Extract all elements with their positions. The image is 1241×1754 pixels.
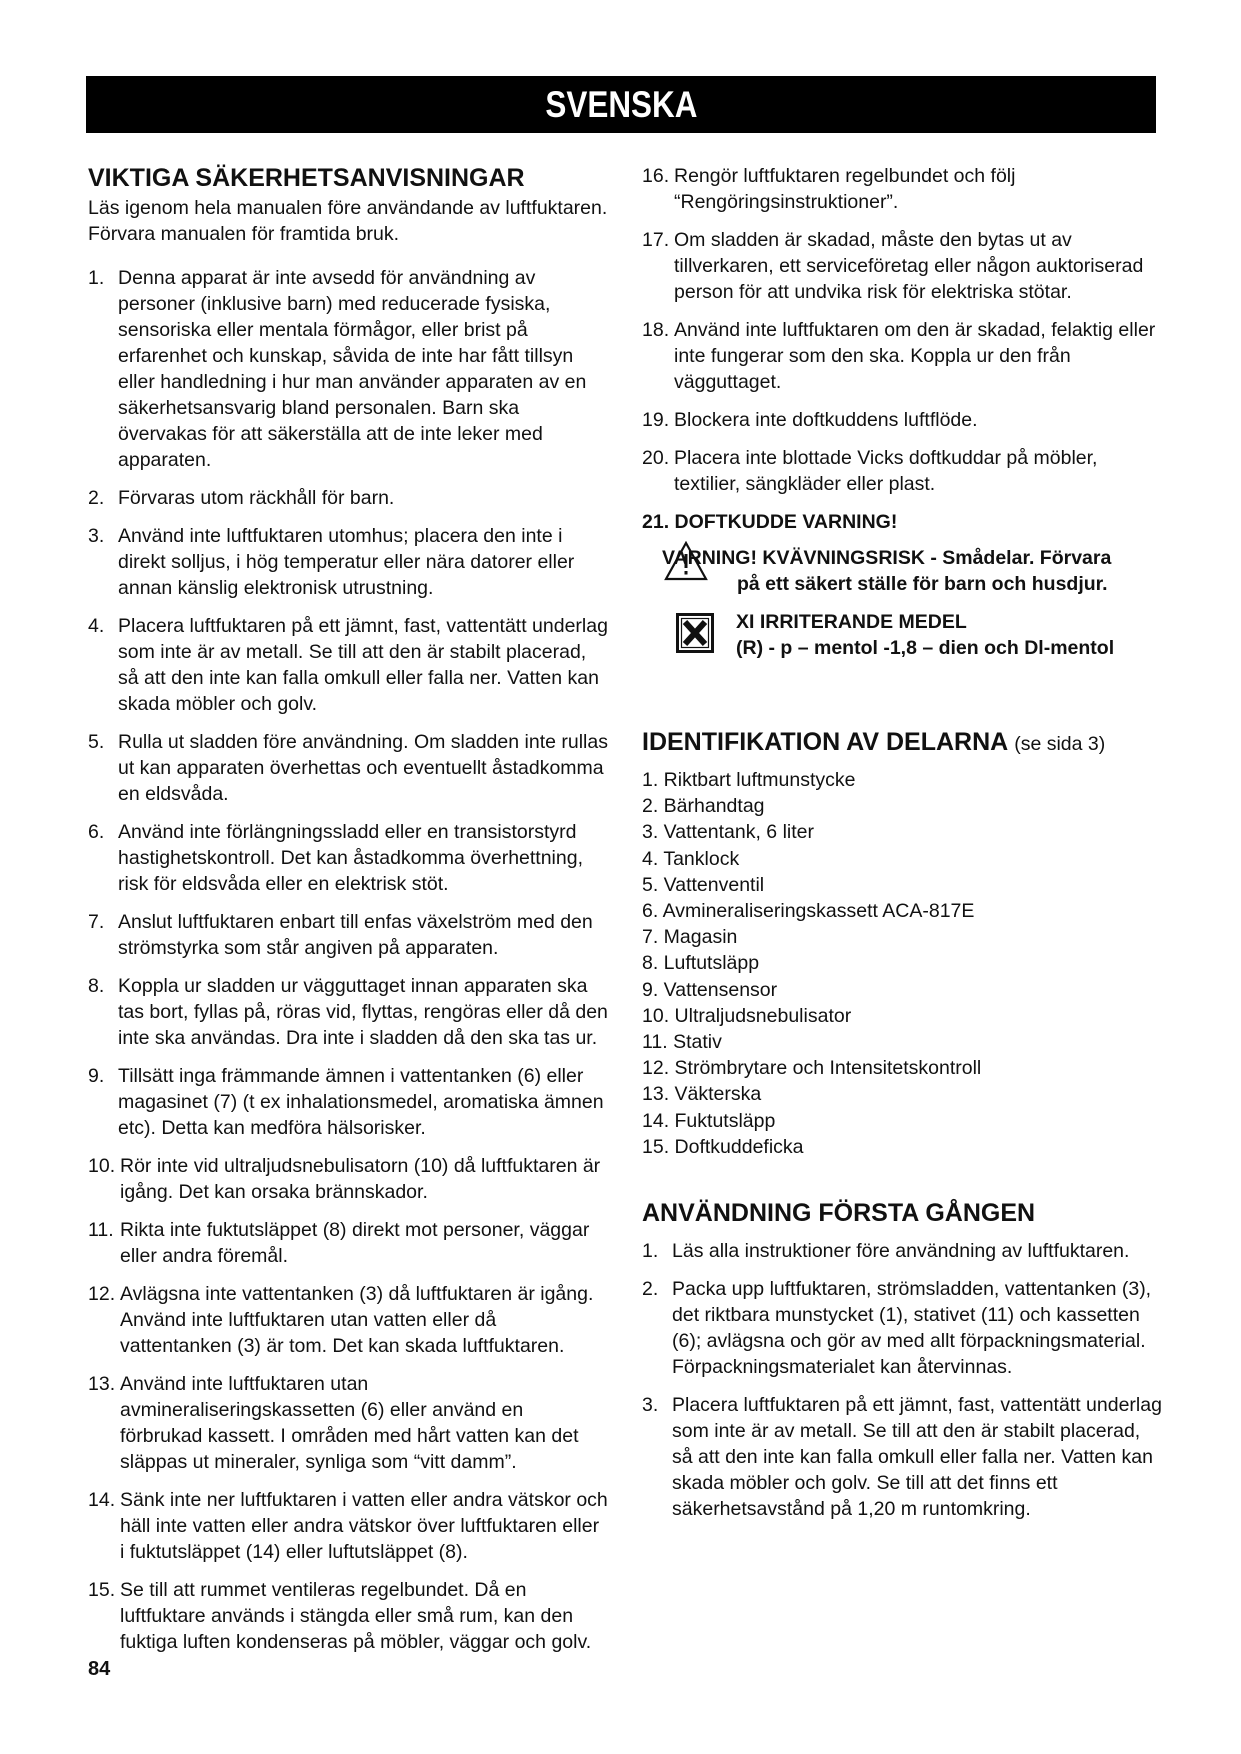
item-text: Använd inte förlängningssladd eller en transistorstyrd hastighetskontroll. Det kan åstadkomma överhettning, risk för eldsvåda eller en elektrisk stöt. bbox=[118, 821, 584, 895]
item-text: Rikta inte fuktutsläppet (8) direkt mot personer, väggar eller andra föremål. bbox=[120, 1219, 590, 1267]
irritant-warning-line-2: (R) - p – mentol -1,8 – dien och Dl-mentol bbox=[736, 637, 1115, 659]
list-item: 6. Avmineraliseringskassett ACA-817E bbox=[642, 900, 975, 923]
safety-list-part-2 bbox=[88, 1153, 608, 1655]
list-item: 12. Strömbrytare och Intensitetskontroll bbox=[642, 1057, 982, 1080]
item-text: Rör inte vid ultraljudsnebulisatorn (10) då luftfuktaren är igång. Det kan orsaka brännskador. bbox=[120, 1155, 601, 1203]
list-item bbox=[88, 973, 608, 1051]
intro-line-1: Läs igenom hela manualen före användande av luftfuktaren. bbox=[88, 197, 608, 219]
list-item: 3. Vattentank, 6 liter bbox=[642, 821, 814, 844]
list-item bbox=[88, 1217, 608, 1269]
list-item bbox=[642, 227, 1162, 305]
item-number: 11. bbox=[88, 1219, 114, 1241]
list-item bbox=[642, 445, 1162, 497]
list-item bbox=[88, 1371, 608, 1475]
safety-list-part-3 bbox=[642, 163, 1162, 497]
item-text: Placera luftfuktaren på ett jämnt, fast, vattentätt underlag som inte är av metall. Se till att den är stabilt placerad, så att den inte kan falla omkull eller falla ner. Vatten kan skada möbler och golv. Se till att det finns ett säkerhetsavstånd på 1,20 m runtomkring. bbox=[672, 1394, 1162, 1521]
item-text: Sänk inte ner luftfuktaren i vatten eller andra vätskor och häll inte vatten eller andra vätskor över luftfuktaren eller i fuktutsläppet (14) eller luftutsläppet (8). bbox=[120, 1489, 608, 1563]
list-item bbox=[88, 1577, 608, 1655]
item-text: Denna apparat är inte avsedd för användning av personer (inklusive barn) med reducerade fysiska, sensoriska eller mentala förmågor, eller brist på erfarenhet och kunskap, såvida de inte har fått tillsyn eller handledning i hur man använder apparaten av en säkerhetsansvarig bland personalen. Barn ska övervakas för att säkerställa att de inte leker med apparaten. bbox=[118, 267, 587, 471]
list-item bbox=[642, 1392, 1162, 1522]
list-item: 2. Bärhandtag bbox=[642, 795, 765, 818]
safety-list-part-1 bbox=[88, 265, 608, 1141]
list-item bbox=[88, 265, 608, 473]
item-number: 10. bbox=[88, 1155, 116, 1177]
list-item bbox=[88, 909, 608, 961]
item-number: 18. bbox=[642, 319, 670, 341]
item-number: 20. bbox=[642, 447, 670, 469]
item-text: Använd inte luftfuktaren om den är skadad, felaktig eller inte fungerar som den ska. Koppla ur den från vägguttaget. bbox=[674, 319, 1156, 393]
item-number: 1. bbox=[88, 267, 105, 289]
list-item bbox=[88, 1063, 608, 1141]
list-item: 7. Magasin bbox=[642, 926, 738, 949]
intro-line-2: Förvara manualen för framtida bruk. bbox=[88, 223, 400, 245]
item-text: Placera inte blottade Vicks doftkuddar på möbler, textilier, sängkläder eller plast. bbox=[674, 447, 1098, 495]
list-item bbox=[88, 1487, 608, 1565]
first-use-list bbox=[642, 1238, 1162, 1522]
list-item: 1. Riktbart luftmunstycke bbox=[642, 769, 856, 791]
item-number: 7. bbox=[88, 911, 105, 933]
list-item bbox=[88, 1153, 608, 1205]
list-item bbox=[88, 819, 608, 897]
item-number: 3. bbox=[88, 525, 105, 547]
item-number: 9. bbox=[88, 1065, 105, 1087]
item-text: Anslut luftfuktaren enbart till enfas växelström med den strömstyrka som står angiven på apparaten. bbox=[118, 911, 593, 959]
item-number: 19. bbox=[642, 409, 670, 431]
list-item: 10. Ultraljudsnebulisator bbox=[642, 1004, 852, 1027]
item-number: 16. bbox=[642, 165, 670, 187]
list-item bbox=[642, 1276, 1162, 1380]
item-number: 14. bbox=[88, 1489, 116, 1511]
list-item bbox=[88, 1281, 608, 1359]
item-number: 12. bbox=[88, 1283, 116, 1305]
irritant-x-icon bbox=[676, 613, 714, 653]
list-item: 5. Vattenventil bbox=[642, 873, 765, 896]
item-text: Rulla ut sladden före användning. Om sladden inte rullas ut kan apparaten överhettas och eventuellt åstadkomma en eldsvåda. bbox=[118, 731, 608, 805]
list-item: 11. Stativ bbox=[642, 1031, 722, 1054]
list-item: 14. Fuktutsläpp bbox=[642, 1109, 776, 1132]
choking-warning-line-1: VARNING! KVÄVNINGSRISK - Smådelar. Förvara bbox=[662, 547, 1112, 569]
choking-warning-line-2: på ett säkert ställe för barn och husdjur. bbox=[737, 573, 1108, 595]
choking-warning bbox=[642, 545, 1162, 597]
item-text: Tillsätt inga främmande ämnen i vattentanken (6) eller magasinet (7) (t ex inhalationsmedel, aromatiska ämnen etc). Detta kan medföra hälsorisker. bbox=[118, 1065, 604, 1139]
item-text: Koppla ur sladden ur vägguttaget innan apparaten ska tas bort, fyllas på, röras vid, flyttas, rengöras eller då den inte ska användas. Dra inte i sladden då den ska tas ur. bbox=[118, 975, 608, 1049]
list-item bbox=[642, 1238, 1162, 1264]
item-text: Se till att rummet ventileras regelbundet. Då en luftfuktare används i stängda eller små rum, kan den fuktiga luften kondenseras på möbler, väggar och golv. bbox=[120, 1579, 592, 1653]
item-number: 17. bbox=[642, 229, 670, 251]
item-number: 8. bbox=[88, 975, 105, 997]
list-item: 8. Luftutsläpp bbox=[642, 952, 760, 975]
list-item bbox=[88, 485, 608, 511]
item-text: Förvaras utom räckhåll för barn. bbox=[118, 487, 395, 509]
item-number: 15. bbox=[88, 1579, 116, 1601]
safety-intro bbox=[88, 195, 608, 247]
item-text: Packa upp luftfuktaren, strömsladden, vattentanken (3), det riktbara munstycket (1), stativet (11) och kassetten (6); avlägsna och gör av med allt förpackningsmaterial. Förpackningsmaterialet kan återvinnas. bbox=[672, 1278, 1152, 1379]
list-item bbox=[88, 729, 608, 807]
irritant-warning bbox=[642, 609, 1162, 661]
item-text: Om sladden är skadad, måste den bytas ut av tillverkaren, ett serviceföretag eller någon auktoriserad person för att undvika risk för elektriska stötar. bbox=[674, 229, 1144, 303]
list-item bbox=[88, 523, 608, 601]
parts-list bbox=[642, 767, 1162, 1160]
item-number: 3. bbox=[642, 1394, 659, 1417]
parts-title-text: IDENTIFIKATION AV DELARNA bbox=[642, 728, 1008, 756]
item-number: 2. bbox=[88, 487, 105, 509]
list-item: 9. Vattensensor bbox=[642, 978, 778, 1001]
parts-subtitle: (se sida 3) bbox=[1014, 733, 1106, 755]
item-text: Blockera inte doftkuddens luftflöde. bbox=[674, 409, 978, 431]
language-banner bbox=[86, 76, 1156, 133]
page-number: 84 bbox=[88, 1658, 111, 1680]
item-number: 13. bbox=[88, 1373, 116, 1395]
item-text: Läs alla instruktioner före användning av luftfuktaren. bbox=[672, 1240, 1130, 1263]
first-use-title: ANVÄNDNING FÖRSTA GÅNGEN bbox=[642, 1199, 1036, 1228]
irritant-warning-line-1: XI IRRITERANDE MEDEL bbox=[736, 611, 967, 633]
item-number: 2. bbox=[642, 1278, 659, 1301]
list-item bbox=[642, 163, 1162, 215]
item-number: 5. bbox=[88, 731, 105, 753]
banner-title: SVENSKA bbox=[544, 83, 698, 125]
right-column bbox=[642, 163, 1162, 1534]
item-number: 1. bbox=[642, 1240, 659, 1263]
item-number: 4. bbox=[88, 615, 105, 637]
left-column bbox=[88, 163, 608, 1667]
warning-title: 21. DOFTKUDDE VARNING! bbox=[642, 511, 898, 533]
list-item: 15. Doftkuddeficka bbox=[642, 1135, 804, 1158]
list-item bbox=[88, 613, 608, 717]
item-text: Avlägsna inte vattentanken (3) då luftfuktaren är igång. Använd inte luftfuktaren utan vatten eller då vattentanken (3) är tom. Det kan skada luftfuktaren. bbox=[120, 1283, 594, 1357]
list-item: 4. Tanklock bbox=[642, 847, 740, 870]
safety-title: VIKTIGA SÄKERHETSANVISNINGAR bbox=[88, 164, 525, 192]
list-item bbox=[642, 407, 1162, 433]
item-text: Använd inte luftfuktaren utomhus; placera den inte i direkt solljus, i hög temperatur eller nära datorer eller annan känslig elektronisk utrustning. bbox=[118, 525, 575, 599]
item-text: Placera luftfuktaren på ett jämnt, fast, vattentätt underlag som inte är av metall. Se till att den är stabilt placerad, så att den inte kan falla omkull eller falla ner. Vatten kan skada möbler och golv. bbox=[118, 615, 608, 715]
item-text: Rengör luftfuktaren regelbundet och följ “Rengöringsinstruktioner”. bbox=[674, 165, 1016, 213]
parts-title bbox=[642, 727, 1162, 759]
list-item bbox=[642, 317, 1162, 395]
item-number: 6. bbox=[88, 821, 105, 843]
item-text: Använd inte luftfuktaren utan avmineraliseringskassetten (6) eller använd en förbrukad kassett. I områden med hårt vatten kan det släppas ut mineraler, synliga som “vitt damm”. bbox=[120, 1373, 579, 1473]
list-item: 13. Väkterska bbox=[642, 1083, 762, 1106]
